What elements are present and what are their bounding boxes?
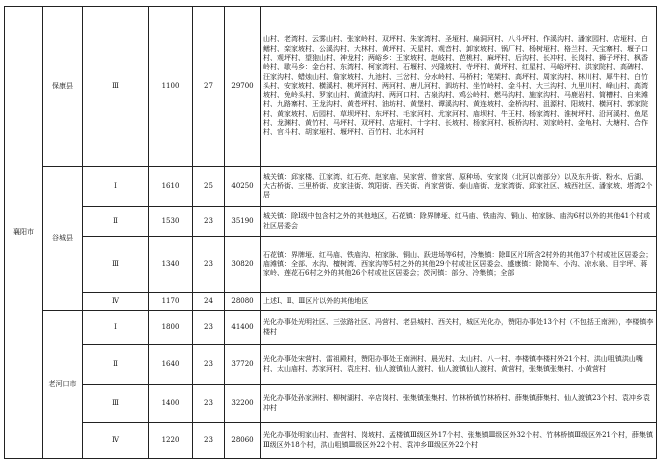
grade-cell: Ⅲ <box>83 237 149 293</box>
unit-price-cell: 1610 <box>149 167 193 207</box>
factor-cell: 23 <box>193 237 225 293</box>
unit-price-cell: 1800 <box>149 311 193 345</box>
area-description: 城关镇：除Ⅰ级中包含村之外的其他地区，石花镇：除界牌垭、红马庙、铁庙沟、铜山、柏家脉、庙沟6村以外的其他41个村或社区居委会 <box>261 207 657 237</box>
unit-price-cell: 1400 <box>149 385 193 423</box>
total-cell: 30820 <box>225 237 261 293</box>
total-cell: 35190 <box>225 207 261 237</box>
county-name: 保康县 <box>52 81 73 90</box>
table-row <box>5 207 657 237</box>
unit-price-cell: 1640 <box>149 345 193 385</box>
grade-cell: Ⅱ <box>83 207 149 237</box>
total-cell: 41400 <box>225 311 261 345</box>
grade-cell: Ⅰ <box>83 167 149 207</box>
total-cell: 40250 <box>225 167 261 207</box>
area-description: 山村、老湾村、云雾山村、张家岭村、双坪村、朱家湾村、圣垭村、扁洞河村、八斗坪村、作溪沟村、潘家园村、店垭村、白鳝村、栾家坡村、公溪沟村、大林村、黄坪村、天星村、观音村、卸家坡村、锅厂村、杨树垭村、格兰村、天宝寨村、堰子口村、观坪村、望狍山村、神龙村；两峪乡：王家坡村、赵岐村、芭桃村、麻坪村、后沟村、长冲村、长岗村、狮子坪村、枫香岭村、歇马乡：金台村、东湾村、柯家湾村、石堰村、兴隆坡村、寺坪村、黄坪村、红星村、马峪坪村、洪家院村、高碑村、汪家沟村、蜡烛山村、詹家坡村、九池村、三岔村、分水岭村、马桥村；笔架村、高坪村、周家沟村、林川村、犀牛村、白竹头村、安家坡村、横溪村、桃坪河村、两河村、唐儿河村、泗坊村、坐竹岭村、金斗村、大三沟村、九里川村、峰山村、高湾坡村、免岭头村、罗家山村、黄渣沟村、两河口村、古泉沟村、鸡公岭村、燃马沟村、施家沟村、马鹿岩村、简槽村、自来滩村、九路寨村、王龙沟村、黄苍坪村、油坊村、黄堡村、谭溪沟村、黄连坡村、金桥沟村、沮源村、阳坡村、横河村、郭家院村、黄家坡村、后园村、草坝坪村、东坪村、毛家河村、尤家河村、庙坝村、牛王村、杨家湾村、淮树坪村、沿河溪村、鱼尾村、龙渊村、黄竹村、马坪村、双坪村、店垭村、十字村、长坡村、杨家河村、板桥沟村、刘家岭村、金龟村、大塘村、合作村、官斗村、胡家垭村、堰坪村、百竹村、北水河村 <box>261 7 657 167</box>
unit-price-cell: 1170 <box>149 293 193 311</box>
area-description: 上述Ⅰ、Ⅱ、Ⅲ区片以外的其他地区 <box>261 293 657 311</box>
land-price-table <box>4 6 657 459</box>
factor-cell: 25 <box>193 167 225 207</box>
unit-price-cell: 1100 <box>149 7 193 167</box>
unit-price-cell: 1220 <box>149 423 193 459</box>
area-description: 城关镇：邱家楼、江家湾、红石亮、赵家庙、吴家营、曾家营、原种场、安家岗（北河以南部分）以及东升街、粉水、后湖、大古桥街、三里桥街、皮家洼街、筑阳街、西关街、肖家营街、泰山庙街、龙家湾街、邱家社区、城西社区、潘家坡、塔湾2个居 <box>261 167 657 207</box>
county-cell <box>43 167 83 311</box>
factor-cell: 27 <box>193 7 225 167</box>
area-description: 光化办事处光明社区、三弦路社区、冯营村、老县城村、西关村，城区光化办，赞阳办事处13个村（不包括王南洲），李楼镇李楼村 <box>261 311 657 345</box>
table-row <box>5 237 657 293</box>
county-cell <box>43 311 83 459</box>
grade-cell: Ⅳ <box>83 423 149 459</box>
area-description: 光化办事处明家山村、查营村、岗坡村、孟楼镇Ⅲ级区外17个村、张集镇Ⅲ级区外32个村、竹林桥镇Ⅲ级区外21个村，薛集镇Ⅲ级区外18个村，洪山咀镇Ⅲ级区外22个村、袁冲乡Ⅲ级区外22个村 <box>261 423 657 459</box>
city-name: 襄阳市 <box>13 227 34 236</box>
area-description: 光化办事处孙家洲村、柳树湖村、辛店岗村、张集镇张集村、竹林桥镇竹林桥村、薛集镇薛集村、仙人渡镇23个村、袁冲乡袁冲村 <box>261 385 657 423</box>
factor-cell: 23 <box>193 385 225 423</box>
factor-cell: 23 <box>193 311 225 345</box>
county-cell <box>43 7 83 167</box>
table-row <box>5 385 657 423</box>
area-description: 石花镇：界牌垭、红马庙、铁庙沟、柏家脉、铜山、跃进场等6村，冷集镇：除Ⅱ区片Ⅰ所含2村外的其他37个村或社区居委会；庙滩镇：全部、水沟、檀树湾、西家沟等5村之外的其他29个村或社区居委会、盛康镇：除简车、小沟、凉水泉、目宇坪、蒋家岭、莲花石6村之外的其他26个村或社区居委会；茨河镇：部分、冷集镇；全部 <box>261 237 657 293</box>
city-cell <box>5 7 43 459</box>
factor-cell: 23 <box>193 423 225 459</box>
total-cell: 29700 <box>225 7 261 167</box>
table-row <box>5 423 657 459</box>
factor-cell: 23 <box>193 207 225 237</box>
table-row <box>5 345 657 385</box>
factor-cell: 23 <box>193 345 225 385</box>
grade-cell: Ⅰ <box>83 311 149 345</box>
grade-cell: Ⅳ <box>83 293 149 311</box>
county-name: 谷城县 <box>52 233 73 242</box>
total-cell: 28060 <box>225 423 261 459</box>
total-cell: 32200 <box>225 385 261 423</box>
grade-cell: Ⅲ <box>83 385 149 423</box>
grade-cell: Ⅱ <box>83 345 149 385</box>
table-row <box>5 311 657 345</box>
county-name: 老河口市 <box>48 379 77 388</box>
grade-cell: Ⅲ <box>83 7 149 167</box>
unit-price-cell: 1340 <box>149 237 193 293</box>
area-description: 光化办事处宋营村、雷祖殿村，赞阳办事处王南洲村、晨光村、太山村、八一村、李楼镇李楼村外21个村、洪山咀镇洪山嘴村、太山庙村、苏家河村、袁庄村、仙人渡镇仙人渡村、仙人渡镇仙人渡村、黄营村，张集镇张集村、小黄营村 <box>261 345 657 385</box>
table-row <box>5 293 657 311</box>
factor-cell: 24 <box>193 293 225 311</box>
unit-price-cell: 1530 <box>149 207 193 237</box>
total-cell: 37720 <box>225 345 261 385</box>
table-row <box>5 167 657 207</box>
table-row <box>5 7 657 167</box>
total-cell: 28080 <box>225 293 261 311</box>
